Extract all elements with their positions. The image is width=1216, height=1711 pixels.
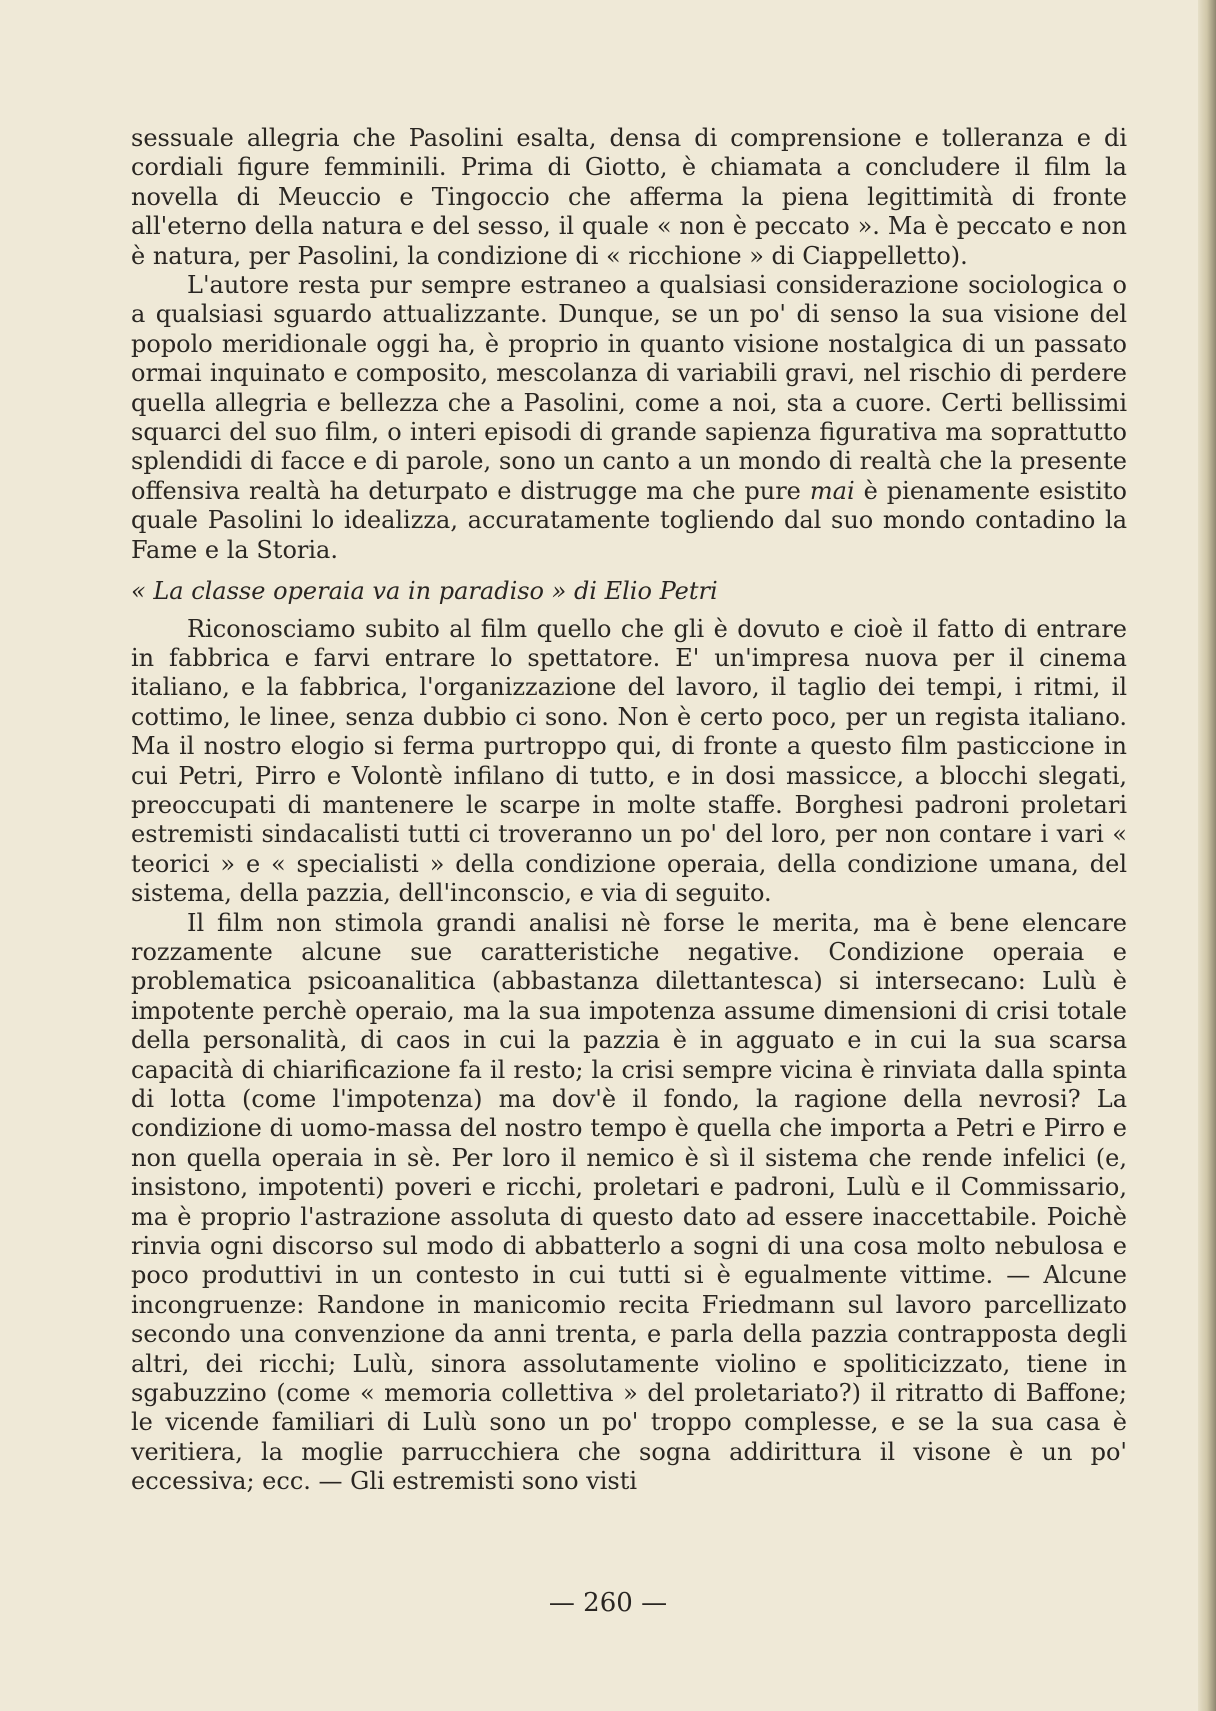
section-heading: « La classe operaia va in paradiso » di Elio Petri [131, 577, 718, 606]
paragraph-3: Riconosciamo subito al film quello che gli è dovuto e cioè il fatto di entrare in fabbrica e farvi entrare lo spettatore. E' un'impresa nuova per il cinema italiano, e la fabbrica, l'organizzazione del lavoro, il taglio dei tempi, i ritmi, il cottimo, le linee, senza dubbio ci sono. Non è certo poco, per un regista italiano. Ma il nostro elogio si ferma purtroppo qui, di fronte a questo film pasticcione in cui Petri, Pirro e Volontè infilano di tutto, e in dosi massicce, a blocchi slegati, preoccupati di mantenere le scarpe in molte staffe. Borghesi padroni proletari estremisti sindacalisti tutti ci troveranno un po' del loro, per non contare i vari « teorici » e « specialisti » della condizione operaia, della condizione umana, del sistema, della pazzia, dell'inconscio, e via di seguito. [131, 614, 1127, 908]
paragraph-2 [131, 271, 1127, 565]
paragraph-2-text: L'autore resta pur sempre estraneo a qualsiasi considerazione sociologica o a qualsiasi sguardo attualizzante. Dunque, se un po' di senso la sua visione del popolo meridionale oggi ha, è proprio in quanto visione nostalgica di un passato ormai inquinato e composito, mescolanza di variabili gravi, nel rischio di perdere quella allegria e bellezza che a Pasolini, come a noi, sta a cuore. Certi bellissimi squarci del suo film, o interi episodi di grande sapienza figurativa ma soprattutto splendidi di facce e di parole, sono un canto a un mondo di realtà che la presente offensiva realtà ha deturpato e distrugge ma che pure [131, 271, 1127, 505]
article-body [131, 124, 1127, 1497]
page-edge [1198, 0, 1216, 1711]
paragraph-2-italic: mai [809, 476, 855, 505]
paragraph-intro: sessuale allegria che Pasolini esalta, densa di comprensione e tolleranza e di cordiali figure femminili. Prima di Giotto, è chiamata a concludere il film la novella di Meuccio e Tingoccio che afferma la piena legittimità di fronte all'eterno della natura e del sesso, il quale « non è peccato ». Ma è peccato e non è natura, per Pasolini, la condizione di « ricchione » di Ciappelletto). [131, 124, 1127, 270]
paragraph-4: Il film non stimola grandi analisi nè forse le merita, ma è bene elencare rozzamente alcune sue caratteristiche negative. Condizione operaia e problematica psicoanalitica (abbastanza dilettantesca) si intersecano: Lulù è impotente perchè operaio, ma la sua impotenza assume dimensioni di crisi totale della personalità, di caos in cui la pazzia è in agguato e in cui la sua scarsa capacità di chiarificazione fa il resto; la crisi sempre vicina è rinviata dalla spinta di lotta (come l'impotenza) ma dov'è il fondo, la ragione della nevrosi? La condizione di uomo-massa del nostro tempo è quella che importa a Petri e Pirro e non quella operaia in sè. Per loro il nemico è sì il sistema che rende infelici (e, insistono, impotenti) poveri e ricchi, proletari e padroni, Lulù e il Commissario, ma è proprio l'astrazione assoluta di questo dato ad essere inaccettabile. Poichè rinvia ogni discorso sul modo di abbatterlo a sogni di una cosa molto nebulosa e poco produttivi in un contesto in cui tutti si è egualmente vittime. — Alcune incongruenze: Randone in manicomio recita Friedmann sul lavoro parcellizato secondo una convenzione da anni trenta, e parla della pazzia contrapposta degli altri, dei ricchi; Lulù, sinora assolutamente violino e spoliticizzato, tiene in sgabuzzino (come « memoria collettiva » del proletariato?) il ritratto di Baffone; le vicende familiari di Lulù sono un po' troppo complesse, e se la sua casa è veritiera, la moglie parrucchiera che sogna addirittura il visone è un po' eccessiva; ecc. — Gli estremisti sono visti [131, 908, 1127, 1496]
page-number: — 260 — [548, 1588, 668, 1618]
paragraph-2-end: è pienamente esistito quale Pasolini lo idealizza, accuratamente togliendo dal suo mondo contadino la Fame e la Storia. [131, 476, 1127, 564]
